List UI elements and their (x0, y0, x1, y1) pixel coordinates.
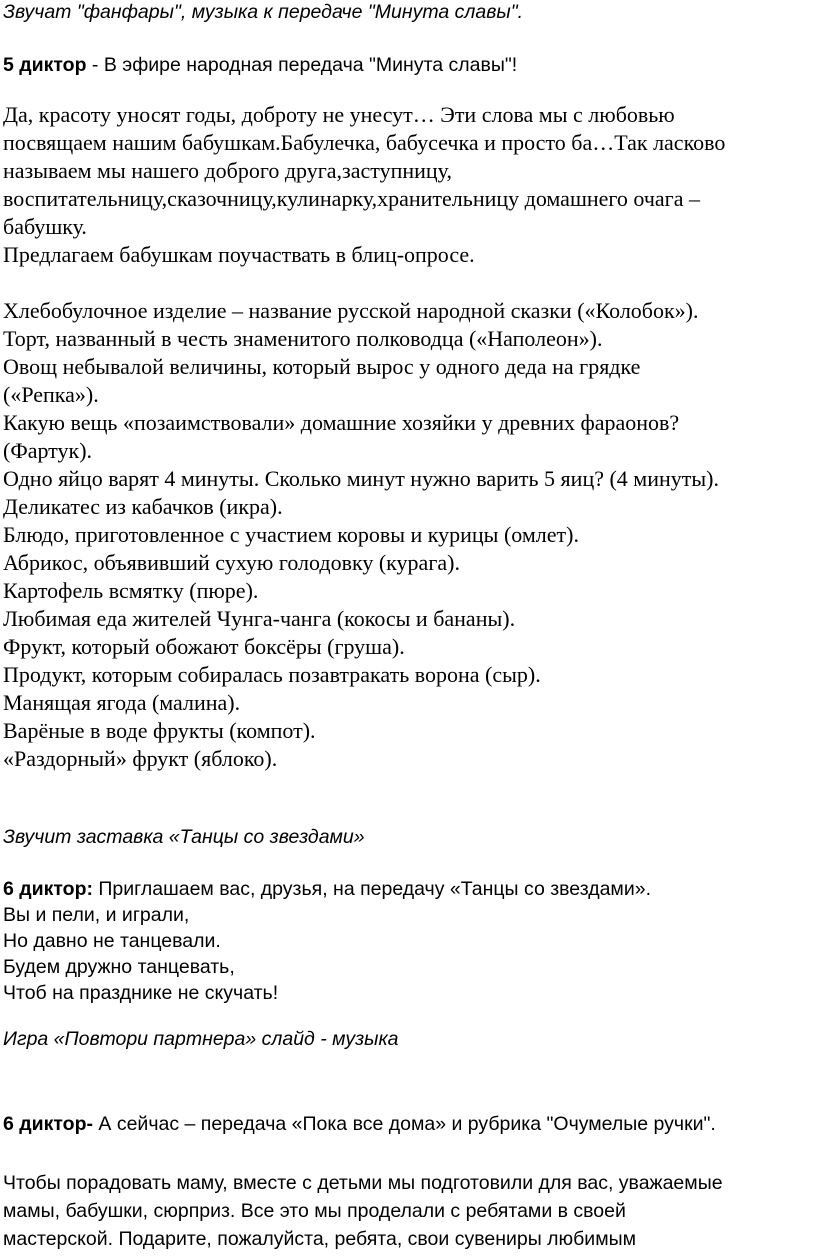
stage-direction-fanfare: Звучат "фанфары", музыка к передаче "Минута славы". (3, 1, 524, 23)
quiz-line: Продукт, которым собиралась позавтракать ворона (сыр). (3, 662, 541, 687)
announcer-5-line (3, 53, 517, 77)
announcer-6-label-2: 6 диктор- (3, 1113, 93, 1135)
quiz-line: Картофель всмятку (пюре). (3, 578, 259, 603)
poem-line: Но давно не танцевали. (3, 930, 221, 952)
quiz-line: Варёные в воде фрукты (компот). (3, 718, 316, 743)
quiz-line: (Фартук). (3, 438, 93, 463)
quiz-line: Одно яйцо варят 4 минуты. Сколько минут нужно варить 5 яиц? (4 минуты). (3, 466, 719, 491)
quiz-line: Фрукт, который обожают боксёры (груша). (3, 634, 405, 659)
quiz-line: Манящая ягода (малина). (3, 690, 241, 715)
final-paragraph-line: мастерской. Подарите, пожалуйста, ребята, свои сувениры любимым (3, 1228, 637, 1250)
announcer-6-line (3, 877, 651, 901)
quiz-line: Абрикос, объявивший сухую голодовку (курага). (3, 550, 460, 575)
quiz-line: «Раздорный» фрукт (яблоко). (3, 746, 278, 771)
quiz-line: Блюдо, приготовленное с участием коровы и курицы (омлет). (3, 522, 579, 547)
stage-direction-game: Игра «Повтори партнера» слайд - музыка (3, 1028, 399, 1050)
announcer-6-text-2: А сейчас – передача «Пока все дома» и рубрика "Очумелые ручки". (93, 1113, 716, 1135)
intro-paragraph-line: называем мы нашего доброго друга,заступницу, (3, 158, 452, 183)
poem-line: Чтоб на празднике не скучать! (3, 982, 279, 1004)
stage-direction-dance: Звучит заставка «Танцы со звездами» (3, 826, 365, 848)
final-paragraph-line: Чтобы порадовать маму, вместе с детьми мы подготовили для вас, уважаемые (3, 1172, 723, 1194)
poem-line: Вы и пели, и играли, (3, 904, 190, 926)
announcer-6-line-2 (3, 1112, 716, 1136)
announcer-6-text: Приглашаем вас, друзья, на передачу «Танцы со звездами». (93, 878, 651, 900)
announcer-5-text: - В эфире народная передача "Минута славы"! (86, 54, 518, 76)
intro-paragraph-line: посвящаем нашим бабушкам.Бабулечка, бабусечка и просто ба…Так ласково (3, 130, 726, 155)
quiz-line: Торт, названный в честь знаменитого полководца («Наполеон»). (3, 326, 603, 351)
quiz-line: («Репка»). (3, 382, 99, 407)
intro-paragraph-line: бабушку. (3, 214, 87, 239)
announcer-5-label: 5 диктор (3, 54, 87, 76)
intro-paragraph-line: Да, красоту уносят годы, доброту не унесут… Эти слова мы с любовью (3, 102, 675, 127)
quiz-line: Овощ небывалой величины, который вырос у одного деда на грядке (3, 354, 641, 379)
quiz-line: Какую вещь «позаимствовали» домашние хозяйки у древних фараонов? (3, 410, 680, 435)
intro-paragraph-line: воспитательницу,сказочницу,кулинарку,хранительницу домашнего очага – (3, 186, 700, 211)
announcer-6-label: 6 диктор: (3, 878, 93, 900)
intro-paragraph-line: Предлагаем бабушкам поучаствать в блиц-опросе. (3, 242, 475, 267)
quiz-line: Хлебобулочное изделие – название русской народной сказки («Колобок»). (3, 298, 699, 323)
poem-line: Будем дружно танцевать, (3, 956, 235, 978)
final-paragraph-line: мамы, бабушки, сюрприз. Все это мы проделали с ребятами в своей (3, 1200, 626, 1222)
quiz-line: Любимая еда жителей Чунга-чанга (кокосы и бананы). (3, 606, 516, 631)
quiz-line: Деликатес из кабачков (икра). (3, 494, 283, 519)
